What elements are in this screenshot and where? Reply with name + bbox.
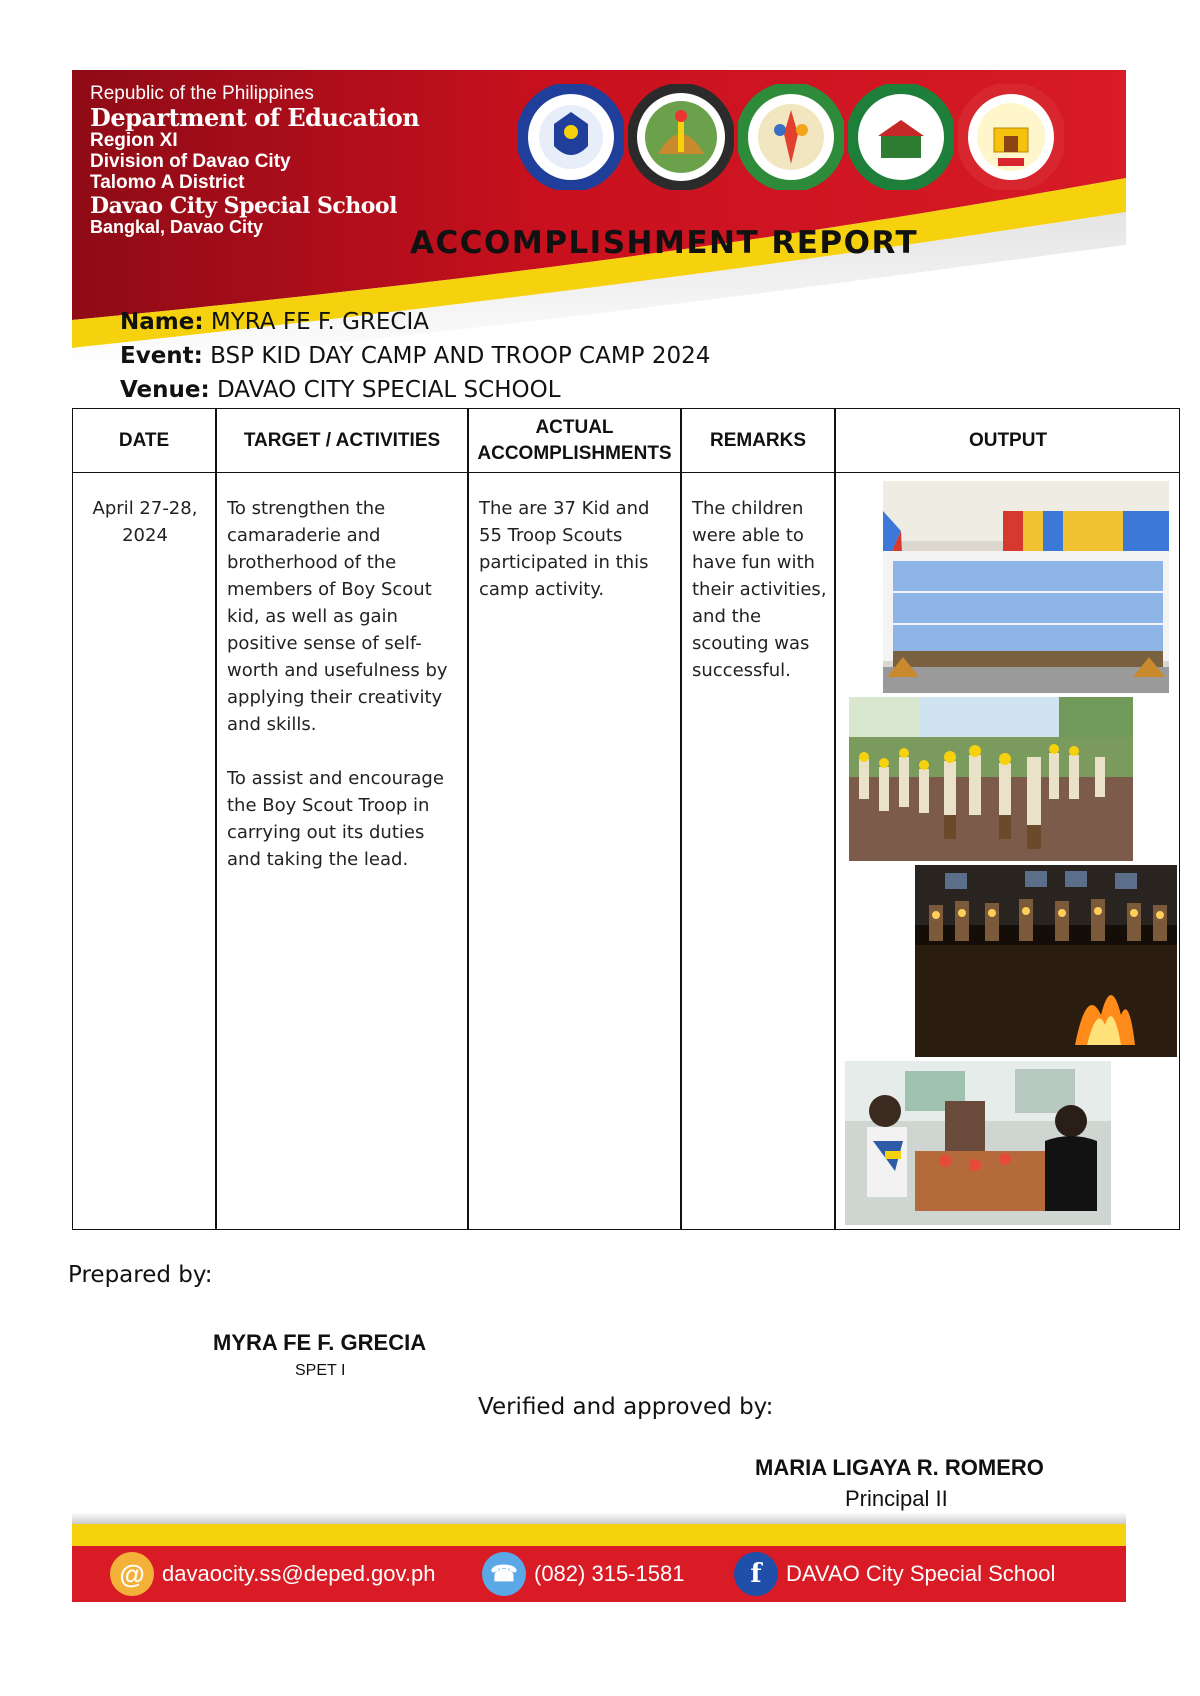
region-seal-icon <box>628 84 734 190</box>
group-photo <box>883 481 1169 693</box>
verified-by-label: Verified and approved by: <box>478 1394 774 1420</box>
republic-line: Republic of the Philippines <box>90 83 314 104</box>
division-seal-icon <box>738 84 844 190</box>
cell-accomplishment: The are 37 Kid and 55 Troop Scouts participated in this camp activity. <box>479 498 650 600</box>
cell-date: April 27-28, 2024 <box>92 498 198 546</box>
column-divider <box>680 409 682 1229</box>
deped-line: Department of Education <box>90 102 420 132</box>
cooking-photo <box>845 1061 1111 1225</box>
event-value: BSP KID DAY CAMP AND TROOP CAMP 2024 <box>202 343 711 369</box>
report-title: ACCOMPLISHMENT REPORT <box>410 225 919 261</box>
venue-line <box>120 373 710 407</box>
header-date: DATE <box>118 430 170 451</box>
venue-value: DAVAO CITY SPECIAL SCHOOL <box>209 377 561 403</box>
name-value: MYRA FE F. GRECIA <box>203 309 429 335</box>
district-line: Talomo A District <box>90 172 245 194</box>
column-divider <box>467 409 469 1229</box>
column-divider <box>215 409 217 1229</box>
letterhead-footer <box>72 1512 1126 1602</box>
footer-phone <box>482 1552 684 1596</box>
outdoor-formation-photo <box>849 697 1133 861</box>
address-line: Bangkal, Davao City <box>90 217 264 238</box>
footer-facebook <box>734 1552 1055 1596</box>
event-line <box>120 339 710 373</box>
deped-seal-icon <box>518 84 624 190</box>
approver-name: MARIA LIGAYA R. ROMERO <box>755 1455 1044 1480</box>
region-line: Region XI <box>90 130 178 152</box>
school-seal-icon <box>958 84 1064 190</box>
name-line <box>120 305 710 339</box>
phone-icon: ☎ <box>482 1552 526 1596</box>
facebook-text: DAVAO City Special School <box>786 1561 1056 1586</box>
candle-night-photo <box>915 865 1177 1057</box>
preparer-name: MYRA FE F. GRECIA <box>213 1330 427 1355</box>
venue-label: Venue: <box>120 377 210 403</box>
district-seal-icon <box>848 84 954 190</box>
cell-remarks: The children were able to have fun with their activities, and the scouting was successful. <box>692 498 827 681</box>
target-paragraph-2: To assist and encourage the Boy Scout Troop in carrying out its duties and taking the lead. <box>227 768 444 870</box>
header-remarks: REMARKS <box>709 430 807 451</box>
event-label: Event: <box>120 343 203 369</box>
email-text: davaocity.ss@deped.gov.ph <box>162 1561 436 1586</box>
division-line: Division of Davao City <box>90 151 291 173</box>
prepared-by-label: Prepared by: <box>68 1262 213 1288</box>
header-target: TARGET / ACTIVITIES <box>243 430 441 451</box>
accomplishment-table <box>72 408 1180 1230</box>
preparer-role: SPET I <box>295 1362 346 1379</box>
report-info <box>120 305 710 407</box>
header-accomplishments: ACTUAL ACCOMPLISHMENTS <box>477 417 672 464</box>
cell-target <box>227 495 459 900</box>
phone-text: (082) 315-1581 <box>534 1561 685 1586</box>
target-paragraph-1: To strengthen the camaraderie and brotherhood of the members of Boy Scout kid, as well as gain positive sense of self-worth and usefulness by applying their creativity and skills. <box>227 498 448 735</box>
column-divider <box>834 409 836 1229</box>
footer-email <box>110 1552 435 1596</box>
at-sign-icon: @ <box>110 1552 154 1596</box>
facebook-icon: f <box>734 1552 778 1596</box>
school-line: Davao City Special School <box>90 192 397 219</box>
approver-role: Principal II <box>845 1486 948 1511</box>
name-label: Name: <box>120 309 204 335</box>
header-output: OUTPUT <box>968 430 1048 451</box>
letterhead-text <box>90 84 419 238</box>
